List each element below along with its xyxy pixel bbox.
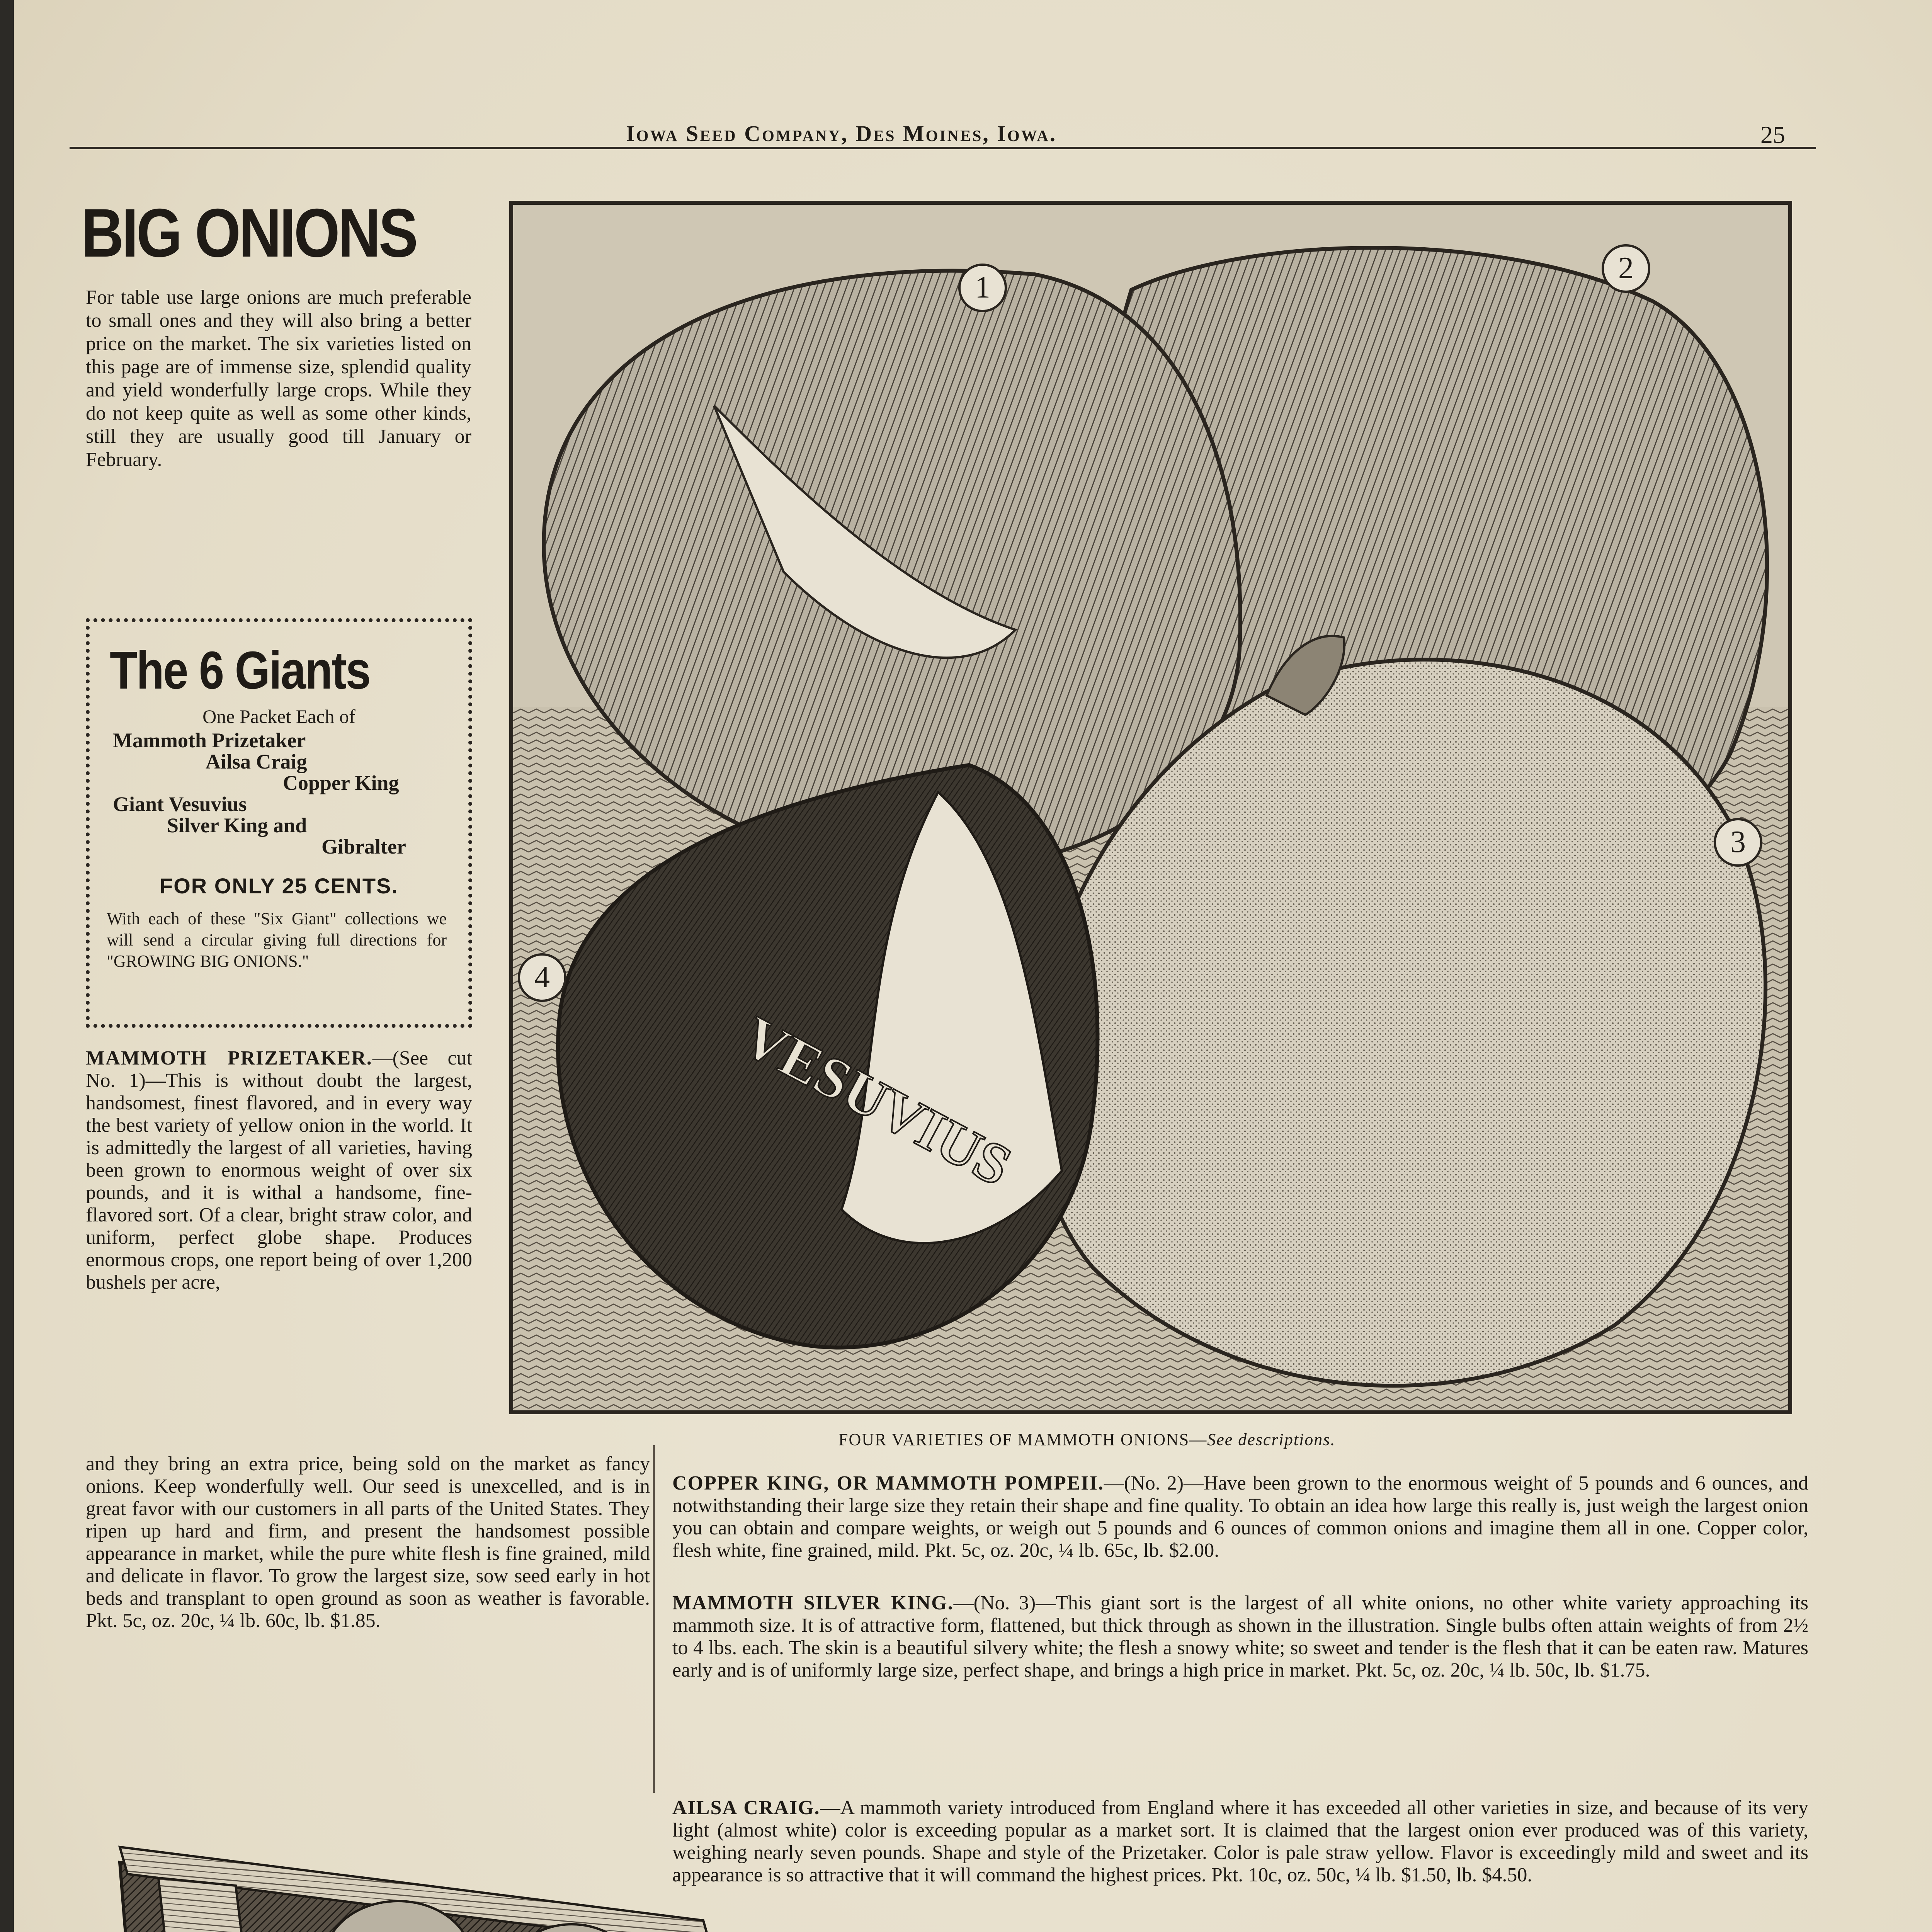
variety-name: MAMMOTH PRIZETAKER. [86,1047,372,1069]
page-title: BIG ONIONS [81,194,416,271]
onions-illustration [509,201,1792,1414]
giant-item: Gibralter [321,835,406,858]
six-giants-box [86,618,472,1028]
label-1: 1 [975,270,990,304]
copper-king-description [672,1472,1808,1562]
gibralter-crate-illustration [108,1832,881,1932]
giant-item: Ailsa Craig [206,750,307,773]
vesuvius-label: VESUVIUS [732,1004,1022,1199]
variety-text: —A mammoth variety introduced from England where it has exceeded all other varieties in size, and because of its very light (almost white) color is exceeding popular as a market sort. It is claimed that the largest onion ever produced was of this variety, weighing nearly seven pounds. Shape and style of the Prizetaker. Color is pale straw yellow. Flavor is exceedingly mild and sweet and its appearance is so attractive that it will command the highest prices. Pkt. 10c, oz. 50c, ¼ lb. $1.50, lb. $4.50. [672,1797,1808,1886]
page-number: 25 [1760,121,1785,148]
column-rule [653,1445,655,1793]
variety-name: AILSA CRAIG. [672,1797,820,1819]
six-giants-subtitle: One Packet Each of [202,706,355,727]
onions-engraving [513,205,1788,1410]
giant-item: Copper King [283,771,399,794]
label-3: 3 [1730,825,1746,859]
prizetaker-description [86,1047,472,1294]
giant-item: Mammoth Prizetaker [113,729,306,752]
label-2: 2 [1618,251,1634,285]
variety-text: —(No. 2)—Have been grown to the enormous weight of 5 pounds and 6 ounces, and notwithstanding their large size they retain their shape and fine quality. To obtain an idea how large this really is, just weigh the largest onion you can obtain and compare weights, or weigh out 5 pounds and 6 ounces of common onions and imagine them all in one. Copper color, flesh white, fine grained, mild. Pkt. 5c, oz. 20c, ¼ lb. 65c, lb. $2.00. [672,1472,1808,1561]
giant-item: Silver King and [167,814,307,837]
label-4: 4 [534,960,550,994]
intro-paragraph: For table use large onions are much preferable to small ones and they will also bring a better price on the market. The six varieties listed on this page are of immense size, splendid quality and yield wonderfully large crops. While they do not keep quite as well as some other kinds, still they are usually good till January or February. [86,286,471,471]
silver-king-description [672,1592,1808,1682]
variety-text: —(No. 3)—This giant sort is the largest of all white onions, no other white variety approaching its mammoth size. It is of attractive form, flattened, but thick through as shown in the illustration. Single bulbs often attain weights of from 2½ to 4 lbs. each. The skin is a beautiful silvery white; the flesh a snowy white; so sweet and tender is the flesh that it can be eaten raw. Matures early and is of uniformly large size, perfect shape, and brings a high price in market. Pkt. 5c, oz. 20c, ¼ lb. 50c, lb. $1.75. [672,1592,1808,1681]
variety-text: —(See cut No. 1)—This is without doubt the largest, handsomest, finest flavored, and in every way the best variety of yellow onion in the world. It is admittedly the largest of all varieties, having been grown to enormous weight of over six pounds, and it is withal a handsome, fine-flavored sort. Of a clear, bright straw color, and uniform, perfect globe shape. Produces enormous crops, one report being of over 1,200 bushels per acre, [86,1047,472,1293]
six-giants-price: FOR ONLY 25 CENTS. [160,874,398,898]
variety-name: COPPER KING, OR MAMMOTH POMPEII. [672,1472,1104,1494]
illustration-caption [838,1430,1335,1449]
binding-edge [0,0,14,1932]
six-giants-note: With each of these "Six Giant" collections we will send a circular giving full directions for "GROWING BIG ONIONS." [107,909,447,971]
six-giants-title: The 6 Giants [110,641,370,700]
giant-item: Giant Vesuvius [113,793,247,816]
variety-name: MAMMOTH SILVER KING. [672,1592,954,1614]
caption-italic: See descriptions. [1207,1430,1336,1449]
caption-text: FOUR VARIETIES OF MAMMOTH ONIONS— [838,1430,1208,1449]
prizetaker-continued: and they bring an extra price, being sold on the market as fancy onions. Keep wonderfully well. Our seed is unexcelled, and is in great favor with our customers in all parts of the United States. They ripen up hard and firm, and present the handsomest possible appearance in market, while the pure white flesh is fine grained, mild and delicate in flavor. To grow the largest size, sow seed early in hot beds and transplant to open ground as soon as weather is favorable. Pkt. 5c, oz. 20c, ¼ lb. 60c, lb. $1.85. [86,1453,650,1632]
running-header: Iowa Seed Company, Des Moines, Iowa. [626,121,1057,146]
